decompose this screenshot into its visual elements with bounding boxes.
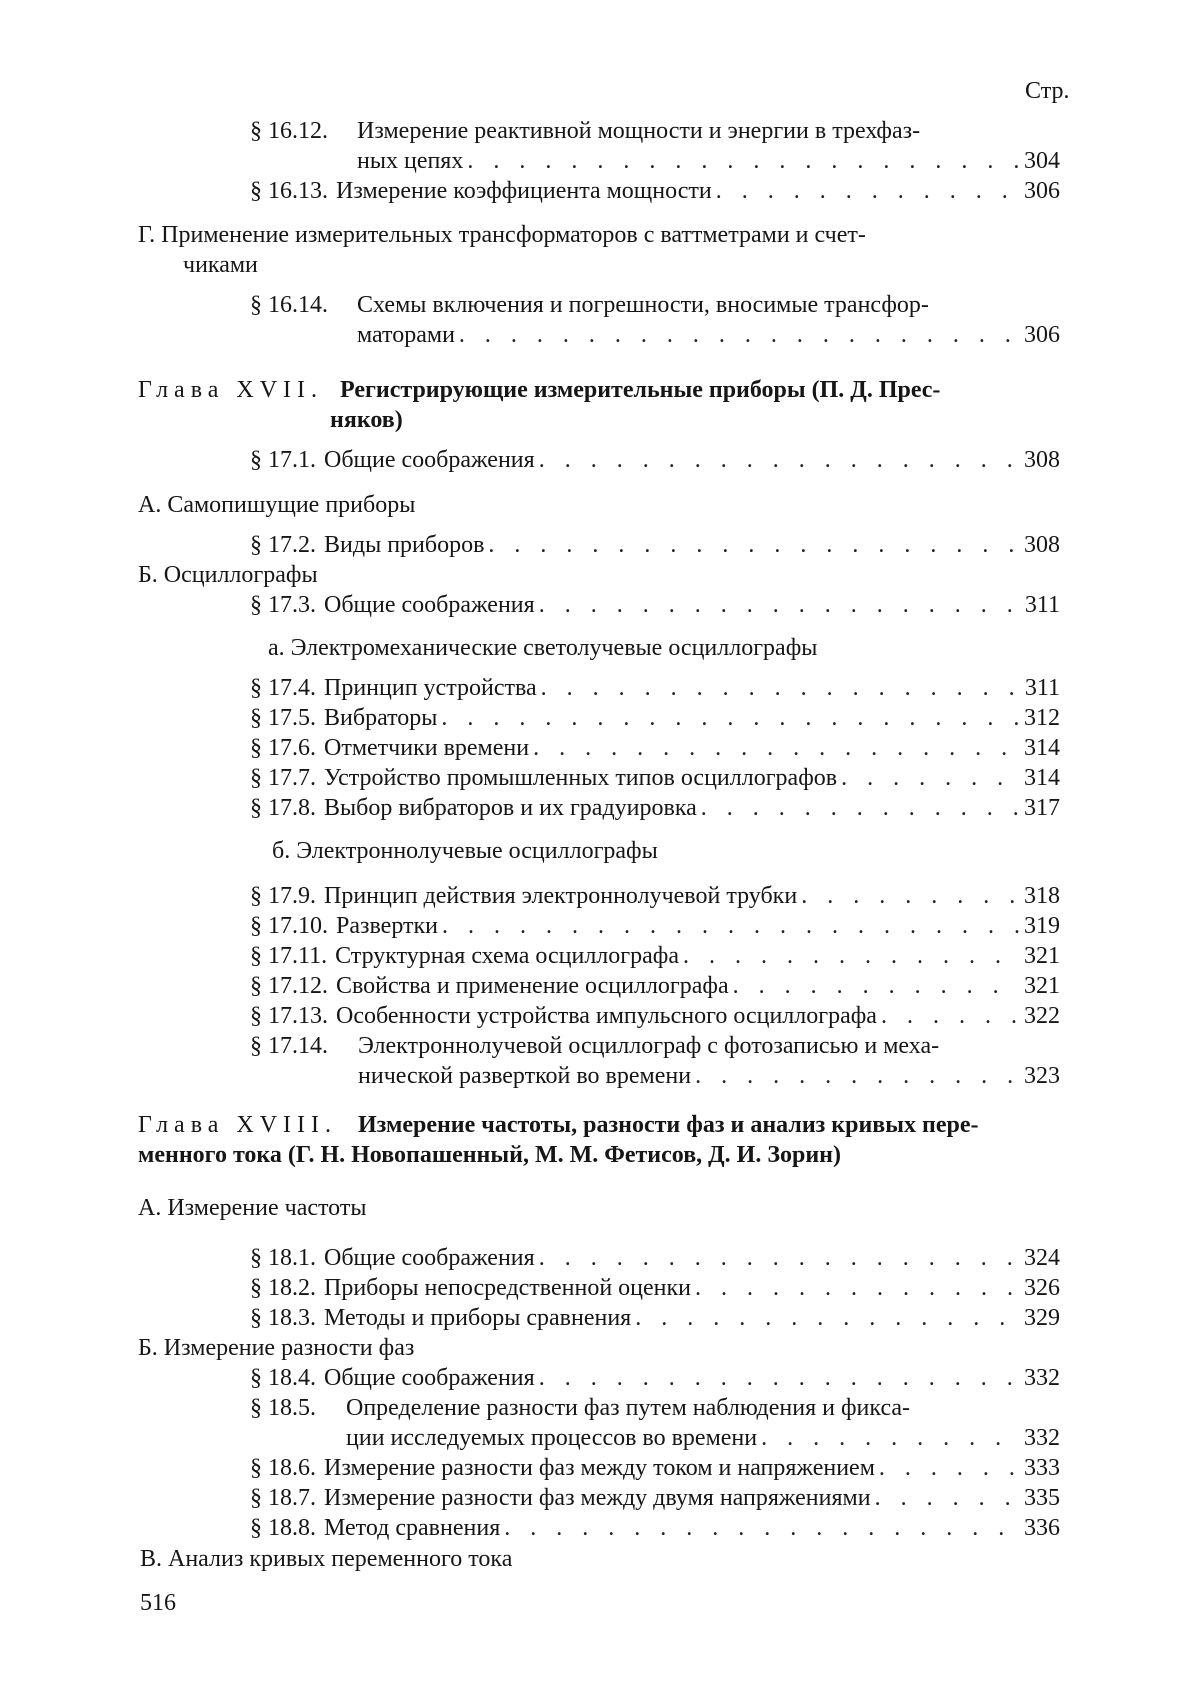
section-title: Общие соображения <box>324 1245 535 1271</box>
chapter-17-title-cont: няков) <box>330 407 403 433</box>
page-ref: 322 <box>1024 1003 1060 1029</box>
page-ref: 321 <box>1024 973 1060 999</box>
section-number: § 17.3. <box>250 592 316 618</box>
page-ref: 319 <box>1024 913 1060 939</box>
toc-entry-16-12-number: § 16.12. <box>250 118 328 144</box>
section-number: § 17.13. <box>250 1003 328 1029</box>
section-title: Приборы непосредственной оценки <box>324 1275 692 1301</box>
toc-entry-16-13 <box>250 176 1060 206</box>
toc-entry-17-3 <box>250 590 1060 620</box>
chapter-18-title-cont: менного тока (Г. Н. Новопашенный, М. М. Фетисов, Д. И. Зорин) <box>138 1142 841 1168</box>
leader-dots <box>683 941 1020 971</box>
section-title: Отметчики времени <box>324 735 530 761</box>
leader-dots <box>695 1061 1020 1091</box>
page-ref: 332 <box>1024 1365 1060 1391</box>
section-number: § 17.8. <box>250 795 316 821</box>
leader-dots <box>695 1273 1020 1303</box>
leader-dots <box>635 1303 1020 1333</box>
toc-entry-17-7 <box>250 763 1060 793</box>
toc-entry-18-1 <box>250 1243 1060 1273</box>
section-number: § 17.5. <box>250 705 316 731</box>
toc-entry-18-8 <box>250 1513 1060 1543</box>
page-ref: 336 <box>1024 1515 1060 1541</box>
section-title: Виды приборов <box>324 532 485 558</box>
section-number: § 17.6. <box>250 735 316 761</box>
page-ref: 304 <box>1024 148 1060 174</box>
page-ref: 323 <box>1024 1063 1060 1089</box>
section-title: Устройство промышленных типов осциллографов <box>324 765 838 791</box>
page-ref: 317 <box>1024 795 1060 821</box>
section-number: § 17.7. <box>250 765 316 791</box>
page-ref: 314 <box>1024 765 1060 791</box>
toc-entry-18-2 <box>250 1273 1060 1303</box>
toc-entry-16-14-title-cont: маторами <box>357 322 455 348</box>
page-ref: 321 <box>1024 943 1060 969</box>
toc-entry-17-6 <box>250 733 1060 763</box>
subsection-heading-17b: Б. Осциллографы <box>138 562 318 588</box>
toc-entry-17-14-title: Электроннолучевой осциллограф с фотозаписью и меха- <box>358 1033 940 1059</box>
leader-dots <box>539 445 1020 475</box>
section-number: § 18.3. <box>250 1305 316 1331</box>
section-title: Свойства и применение осциллографа <box>336 973 729 999</box>
toc-entry-18-7 <box>250 1483 1060 1513</box>
page-ref: 332 <box>1024 1425 1060 1451</box>
toc-entry-16-14-title: Схемы включения и погрешности, вносимые трансфор- <box>357 292 929 318</box>
page-ref: 333 <box>1024 1455 1060 1481</box>
section-title: Развертки <box>336 913 438 939</box>
leader-dots <box>459 320 1020 350</box>
section-title: Измерение коэффициента мощности <box>336 178 712 204</box>
leader-dots <box>716 176 1020 206</box>
page-ref: 329 <box>1024 1305 1060 1331</box>
section-number: § 17.4. <box>250 675 316 701</box>
toc-entry-17-2 <box>250 530 1060 560</box>
page-ref: 311 <box>1024 592 1060 618</box>
section-title: Общие соображения <box>324 1365 535 1391</box>
toc-entry-18-5-title: Определение разности фаз путем наблюдения и фикса- <box>346 1395 911 1421</box>
toc-entry-16-14-number: § 16.14. <box>250 292 328 318</box>
section-title: Общие соображения <box>324 447 535 473</box>
section-number: § 18.2. <box>250 1275 316 1301</box>
toc-entry-18-5-title-cont: ции исследуемых процессов во времени <box>346 1425 758 1451</box>
subsection-heading-18v: В. Анализ кривых переменного тока <box>140 1546 513 1572</box>
section-title: Измерение разности фаз между током и напряжением <box>324 1455 875 1481</box>
sub-subsection-heading-b: б. Электроннолучевые осциллографы <box>272 838 658 864</box>
toc-entry-18-4 <box>250 1363 1060 1393</box>
toc-entry-18-5-number: § 18.5. <box>250 1395 316 1421</box>
section-number: § 17.12. <box>250 973 328 999</box>
toc-entry-17-11 <box>250 941 1060 971</box>
section-title: Метод сравнения <box>324 1515 501 1541</box>
leader-dots <box>533 733 1020 763</box>
toc-entry-17-8 <box>250 793 1060 823</box>
section-number: § 17.2. <box>250 532 316 558</box>
chapter-18-label: Глава XVIII. <box>138 1112 338 1138</box>
leader-dots <box>875 1483 1020 1513</box>
toc-entry-18-6 <box>250 1453 1060 1483</box>
leader-dots <box>541 673 1021 703</box>
toc-entry-16-14-continuation <box>357 320 1060 350</box>
page-ref: 306 <box>1024 178 1060 204</box>
leader-dots <box>504 1513 1020 1543</box>
section-number: § 18.7. <box>250 1485 316 1511</box>
toc-entry-18-3 <box>250 1303 1060 1333</box>
leader-dots <box>761 1423 1020 1453</box>
leader-dots <box>539 1243 1020 1273</box>
section-number: § 16.13. <box>250 178 328 204</box>
page-ref: 318 <box>1024 883 1060 909</box>
section-number: § 18.8. <box>250 1515 316 1541</box>
leader-dots <box>539 1363 1020 1393</box>
section-title: Принцип действия электроннолучевой трубки <box>324 883 798 909</box>
leader-dots <box>488 530 1020 560</box>
page-ref: 312 <box>1024 705 1060 731</box>
section-number: § 18.6. <box>250 1455 316 1481</box>
section-number: § 18.1. <box>250 1245 316 1271</box>
sub-subsection-heading-a: а. Электромеханические светолучевые осциллографы <box>268 635 818 661</box>
leader-dots <box>801 881 1020 911</box>
leader-dots <box>733 971 1020 1001</box>
leader-dots <box>841 763 1020 793</box>
leader-dots <box>881 1001 1020 1031</box>
leader-dots <box>879 1453 1020 1483</box>
section-number: § 17.10. <box>250 913 328 939</box>
subsection-heading-17a: А. Самопишущие приборы <box>138 492 416 518</box>
leader-dots <box>467 146 1020 176</box>
subsection-heading-g-cont: чиками <box>183 252 258 278</box>
page-number: 516 <box>140 1590 176 1616</box>
section-title: Методы и приборы сравнения <box>324 1305 632 1331</box>
page-ref: 326 <box>1024 1275 1060 1301</box>
toc-entry-16-12-title-cont: ных цепях <box>357 148 464 174</box>
page-ref: 306 <box>1024 322 1060 348</box>
page-ref: 308 <box>1024 532 1060 558</box>
section-number: § 17.9. <box>250 883 316 909</box>
toc-entry-17-5 <box>250 703 1060 733</box>
page-ref: 311 <box>1024 675 1060 701</box>
section-number: § 17.11. <box>250 943 328 969</box>
toc-entry-17-14-continuation <box>358 1061 1060 1091</box>
toc-entry-17-10 <box>250 911 1060 941</box>
page-ref: 324 <box>1024 1245 1060 1271</box>
section-title: Общие соображения <box>324 592 535 618</box>
toc-entry-17-12 <box>250 971 1060 1001</box>
chapter-18-title: Измерение частоты, разности фаз и анализ кривых пере- <box>358 1112 979 1138</box>
section-title: Структурная схема осциллографа <box>335 943 679 969</box>
section-title: Принцип устройства <box>324 675 537 701</box>
page-ref: 335 <box>1024 1485 1060 1511</box>
leader-dots <box>442 911 1020 941</box>
leader-dots <box>539 590 1021 620</box>
section-title: Вибраторы <box>324 705 438 731</box>
subsection-heading-18b: Б. Измерение разности фаз <box>138 1335 415 1361</box>
section-title: Особенности устройства импульсного осциллографа <box>336 1003 877 1029</box>
toc-entry-16-12-continuation <box>357 146 1060 176</box>
leader-dots <box>441 703 1020 733</box>
section-number: § 18.4. <box>250 1365 316 1391</box>
toc-entry-17-14-number: § 17.14. <box>250 1033 328 1059</box>
toc-entry-17-13 <box>250 1001 1060 1031</box>
section-number: § 17.1. <box>250 447 316 473</box>
toc-entry-17-9 <box>250 881 1060 911</box>
section-title: Измерение разности фаз между двумя напряжениями <box>324 1485 871 1511</box>
subsection-heading-18a: А. Измерение частоты <box>138 1195 367 1221</box>
toc-entry-17-14-title-cont: нической разверткой во времени <box>358 1063 692 1089</box>
section-title: Выбор вибраторов и их градуировка <box>324 795 697 821</box>
page-ref: 308 <box>1024 447 1060 473</box>
chapter-17-title: Регистрирующие измерительные приборы (П. Д. Прес- <box>340 377 941 403</box>
toc-entry-18-5-continuation <box>346 1423 1060 1453</box>
subsection-heading-g: Г. Применение измерительных трансформаторов с ваттметрами и счет- <box>138 222 866 248</box>
chapter-17-label: Глава XVII. <box>138 377 324 403</box>
toc-entry-17-1 <box>250 445 1060 475</box>
page-ref: 314 <box>1024 735 1060 761</box>
toc-entry-16-12-title: Измерение реактивной мощности и энергии в трехфаз- <box>357 118 921 144</box>
page-column-label: Стр. <box>1025 78 1070 104</box>
leader-dots <box>701 793 1020 823</box>
toc-entry-17-4 <box>250 673 1060 703</box>
